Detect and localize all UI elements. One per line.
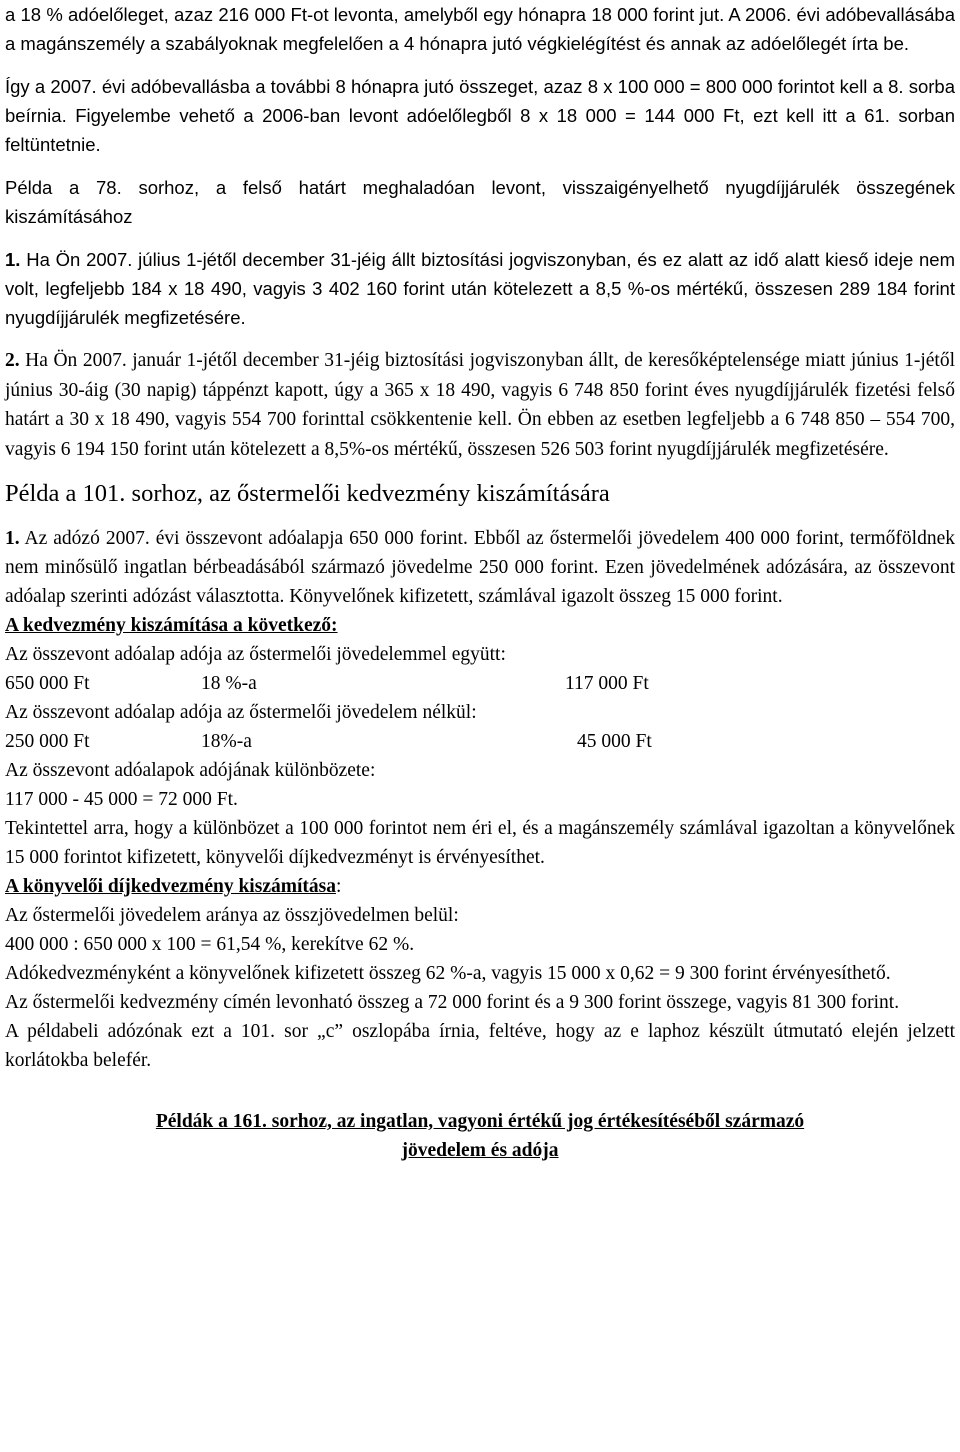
calc-row-2-base: 250 000 Ft [5, 731, 90, 752]
paragraph-2007: Így a 2007. évi adóbevallásba a további 8 hónapra jutó összeget, azaz 8 x 100 000 = 800 000 forintot kell a 8. sorba beírnia. Figyelembe vehető a 2006-ban levont adóelőlegből 8 x 18 000 = 144 000 Ft, ezt kell itt a 61. sorban feltüntetnie. [5, 76, 955, 155]
calc-row-2-rate: 18%-a [201, 731, 252, 752]
calc-row-1 [5, 669, 955, 698]
example-101-title: Példa a 101. sorhoz, az őstermelői kedvezmény kiszámítására [5, 480, 610, 507]
calc-row-2-tax: 45 000 Ft [577, 731, 652, 752]
fee-heading-line [5, 872, 955, 901]
calc-heading: A kedvezmény kiszámítása a következő: [5, 615, 338, 636]
fee-heading: A könyvelői díjkedvezmény kiszámítása [5, 876, 336, 897]
difference-calc: 117 000 - 45 000 = 72 000 Ft. [5, 789, 238, 810]
calc-row-1-tax: 117 000 Ft [565, 673, 649, 694]
item-text: Ha Ön 2007. január 1-jétől december 31-jéig biztosítási jogviszonyban állt, de keresőképtelensége miatt június 1-jétől június 30-áig (30 napig) táppénzt kapott, úgy a 365 x 18 490, vagyis 6 748 850 forint éves nyugdíjjárulék fizetési felső határt a 30 x 18 490, vagyis 554 700 forinttal csökkentenie kell. Ön ebben az esetben legfeljebb a 6 748 850 – 554 700, vagyis 6 194 150 forint után kötelezett a 8,5%-os mértékű, összesen 526 503 forint nyugdíjjárulék megfizetésére. [5, 350, 956, 460]
example-78-item-2 [5, 346, 955, 464]
line-with-primary: Az összevont adóalap adója az őstermelői jövedelemmel együtt: [5, 644, 506, 665]
item-text: Az adózó 2007. évi összevont adóalapja 650 000 forint. Ebből az őstermelői jövedelem 400 000 forint, termőföldnek nem minősülő ingatlan bérbeadásából származó jövedelme 250 000 forint. Ezen jövedelmének adózására, az összevont adóalap szerinti adózást választotta. Könyvelőnek kifizetett, számlával igazolt összeg 15 000 forint. [5, 528, 955, 607]
paragraph-fee: Adókedvezményként a könyvelőnek kifizetett összeg 62 %-a, vagyis 15 000 x 0,62 = 9 300 forint érvényesíthető. [5, 963, 891, 984]
example-101-item-1 [5, 524, 955, 611]
ratio-calc: 400 000 : 650 000 x 100 = 61,54 %, kerekítve 62 %. [5, 934, 415, 955]
line-difference: Az összevont adóalapok adójának különbözete: [5, 760, 376, 781]
item-number: 2. [5, 350, 20, 371]
ratio-label: Az őstermelői jövedelem aránya az összjövedelmen belül: [5, 905, 459, 926]
fee-heading-colon: : [335, 876, 342, 897]
item-text: Ha Ön 2007. július 1-jétől december 31-jéig állt biztosítási jogviszonyban, és ez alatt az idő alatt kieső ideje nem volt, legfeljebb 184 x 18 490, vagyis 3 402 160 forint után kötelezett a 8,5 %-os mértékű, összesen 289 184 forint nyugdíjjárulék megfizetésére. [5, 249, 955, 328]
paragraph-total: Az őstermelői kedvezmény címén levonható összeg a 72 000 forint és a 9 300 forint összege, vagyis 81 300 forint. [5, 992, 900, 1013]
calc-row-1-rate: 18 %-a [201, 673, 257, 694]
paragraph-sheet: A példabeli adózónak ezt a 101. sor „c” oszlopába írnia, feltéve, hogy az e laphoz készült útmutató elején jelzett korlátokba belefér. [5, 1021, 955, 1071]
example-78-item-1 [5, 245, 955, 332]
calc-row-2 [5, 727, 955, 756]
intro-paragraph: a 18 % adóelőleget, azaz 216 000 Ft-ot levonta, amelyből egy hónapra 18 000 forint jut. A 2006. évi adóbevallásába a magánszemély a szabályoknak megfelelően a 4 hónapra jutó végkielégítést és annak az adóelőlegét írta be. [5, 4, 955, 54]
item-number: 1. [5, 528, 20, 549]
item-number: 1. [5, 249, 21, 270]
line-without-primary: Az összevont adóalap adója az őstermelői jövedelem nélkül: [5, 702, 477, 723]
example-161-title-line-2: jövedelem és adója [401, 1140, 559, 1161]
calc-row-1-base: 650 000 Ft [5, 673, 90, 694]
example-161-title-line-1: Példák a 161. sorhoz, az ingatlan, vagyoni értékű jog értékesítéséből származó [155, 1111, 805, 1132]
paragraph-consider: Tekintettel arra, hogy a különbözet a 100 000 forintot nem éri el, és a magánszemély számlával igazoltan a könyvelőnek 15 000 forintot kifizetett, könyvelői díjkedvezményt is érvényesíthet. [5, 818, 955, 868]
example-78-title: Példa a 78. sorhoz, a felső határt meghaladóan levont, visszaigényelhető nyugdíjjárulék összegének kiszámításához [5, 177, 955, 227]
